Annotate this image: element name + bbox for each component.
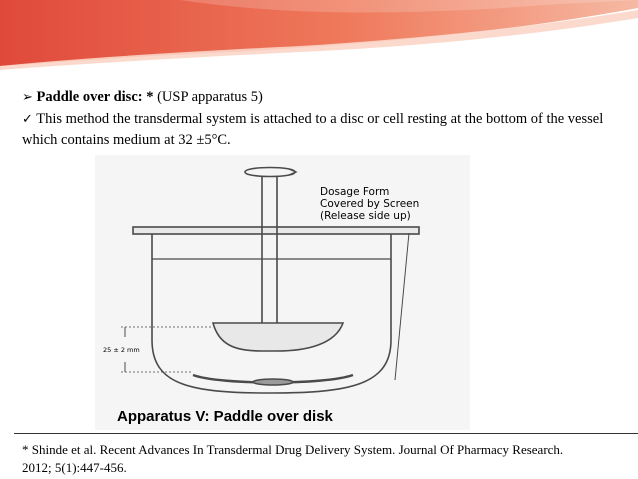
- arrowhead-bullet-icon: ➢: [22, 90, 33, 105]
- bullet-description: [22, 109, 622, 150]
- apparatus-figure: [95, 155, 470, 430]
- figure-label-line3: (Release side up): [320, 210, 411, 222]
- vessel-lid: [133, 227, 419, 234]
- figure-label-line1: Dosage Form: [320, 186, 390, 198]
- header-wave-graphic: [0, 0, 638, 70]
- bullet-heading: [22, 88, 622, 107]
- footer-reference: * Shinde et al. Recent Advances In Transdermal Drug Delivery System. Journal Of Pharmacy Research. 2012; 5(1):447-456.: [22, 442, 564, 475]
- bullet-heading-bold: Paddle over disc: *: [36, 89, 154, 105]
- bullet-heading-rest: (USP apparatus 5): [153, 89, 263, 105]
- figure-caption: Apparatus V: Paddle over disk: [117, 408, 333, 425]
- checkmark-icon: ✓: [22, 112, 33, 127]
- footer-divider: [14, 433, 638, 434]
- apparatus-diagram: [95, 155, 470, 430]
- slide-body: [22, 88, 622, 150]
- bullet-text: This method the transdermal system is attached to a disc or cell resting at the bottom of the vessel which contains medium at 32 ±5°C.: [22, 111, 604, 148]
- decorative-header-band: [0, 0, 638, 70]
- dimension-label: 25 ± 2 mm: [103, 346, 140, 354]
- figure-label-line2: Covered by Screen: [320, 198, 420, 210]
